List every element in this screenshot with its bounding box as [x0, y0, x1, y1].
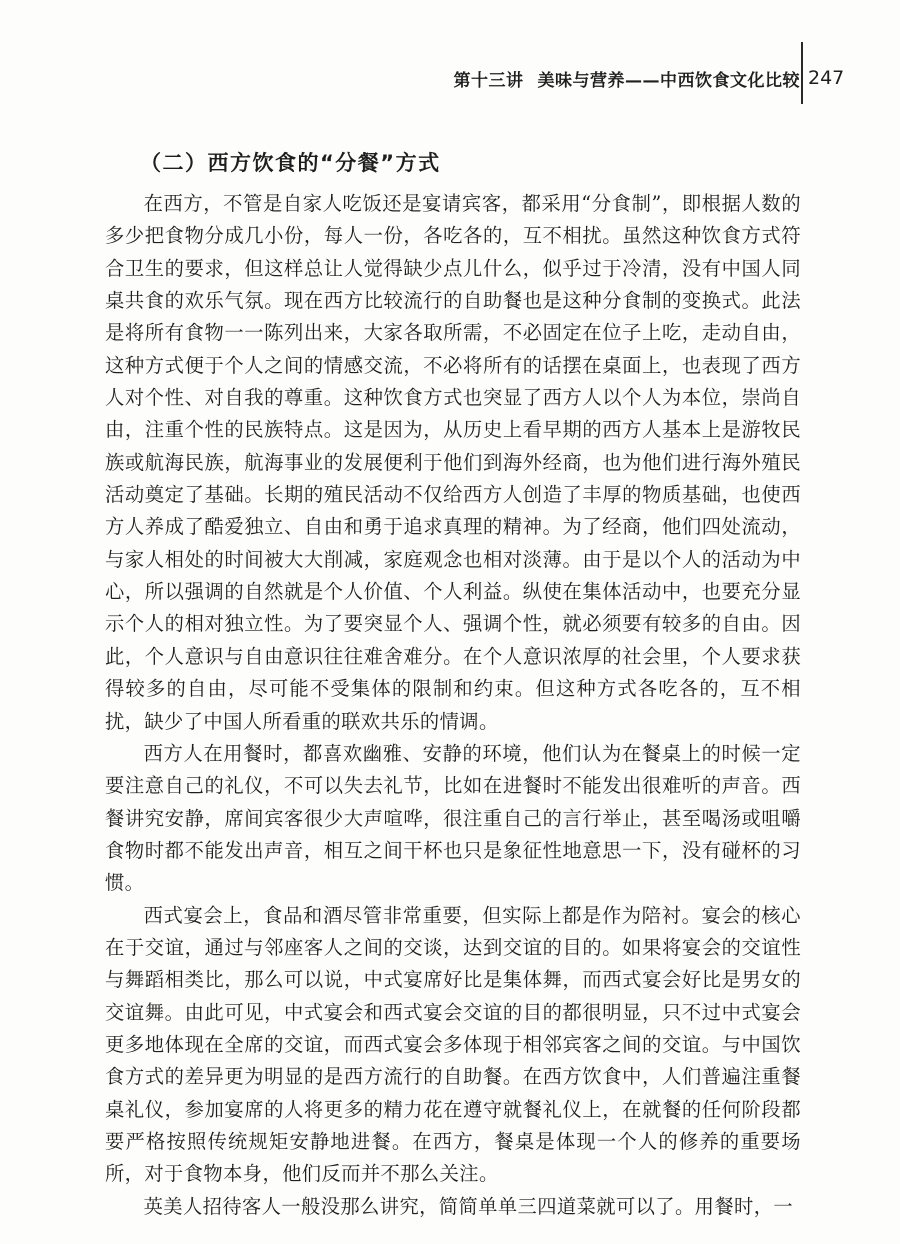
body-text — [105, 188, 801, 1223]
page-number: 247 — [808, 67, 845, 89]
paragraph: 在西方，不管是自家人吃饭还是宴请宾客，都采用“分食制”，即根据人数的多少把食物分成几小份，每人一份，各吃各的，互不相扰。虽然这种饮食方式符合卫生的要求，但这样总让人觉得缺少点儿什么，似乎过于冷清，没有中国人同桌共食的欢乐气氛。现在西方比较流行的自助餐也是这种分食制的变换式。此法是将所有食物一一陈列出来，大家各取所需，不必固定在位子上吃，走动自由，这种方式便于个人之间的情感交流，不必将所有的话摆在桌面上，也表现了西方人对个性、对自我的尊重。这种饮食方式也突显了西方人以个人为本位，崇尚自由，注重个性的民族特点。这是因为，从历史上看早期的西方人基本上是游牧民族或航海民族，航海事业的发展便利于他们到海外经商，也为他们进行海外殖民活动奠定了基础。长期的殖民活动不仅给西方人创造了丰厚的物质基础，也使西方人养成了酷爱独立、自由和勇于追求真理的精神。为了经商，他们四处流动，与家人相处的时间被大大削减，家庭观念也相对淡薄。由于是以个人的活动为中心，所以强调的自然就是个人价值、个人利益。纵使在集体活动中，也要充分显示个人的相对独立性。为了要突显个人、强调个性，就必须要有较多的自由。因此，个人意识与自由意识往往难舍难分。在个人意识浓厚的社会里，个人要求获得较多的自由，尽可能不受集体的限制和约束。但这种方式各吃各的，互不相扰，缺少了中国人所看重的联欢共乐的情调。 — [105, 192, 801, 733]
running-header — [120, 64, 800, 92]
paragraph: 英美人招待客人一般没那么讲究，简简单单三四道菜就可以了。用餐时，一 — [143, 1194, 794, 1218]
header-chapter-title: 美味与营养——中西饮食文化比较 — [537, 70, 800, 91]
section-title: （二）西方饮食的“分餐”方式 — [140, 151, 441, 175]
header-divider — [801, 42, 803, 104]
paragraph: 西方人在用餐时，都喜欢幽雅、安静的环境，他们认为在餐桌上的时候一定要注意自己的礼仪，不可以失去礼节，比如在进餐时不能发出很难听的声音。西餐讲究安静，席间宾客很少大声喧哗，很注重自己的言行举止，甚至喝汤或咀嚼食物时都不能发出声音，相互之间干杯也只是象征性地意思一下，没有碰杯的习惯。 — [105, 741, 801, 895]
paragraph: 西式宴会上，食品和酒尽管非常重要，但实际上都是作为陪衬。宴会的核心在于交谊，通过与邻座客人之间的交谈，达到交谊的目的。如果将宴会的交谊性与舞蹈相类比，那么可以说，中式宴席好比是集体舞，而西式宴会好比是男女的交谊舞。由此可见，中式宴会和西式宴会交谊的目的都很明显，只不过中式宴会更多地体现在全席的交谊，而西式宴会多体现于相邻宾客之间的交谊。与中国饮食方式的差异更为明显的是西方流行的自助餐。在西方饮食中，人们普遍注重餐桌礼仪，参加宴席的人将更多的精力花在遵守就餐礼仪上，在就餐的任何阶段都要严格按照传统规矩安静地进餐。在西方，餐桌是体现一个人的修养的重要场所，对于食物本身，他们反而并不那么关注。 — [105, 903, 801, 1186]
header-chapter-number: 第十三讲 — [453, 70, 524, 91]
